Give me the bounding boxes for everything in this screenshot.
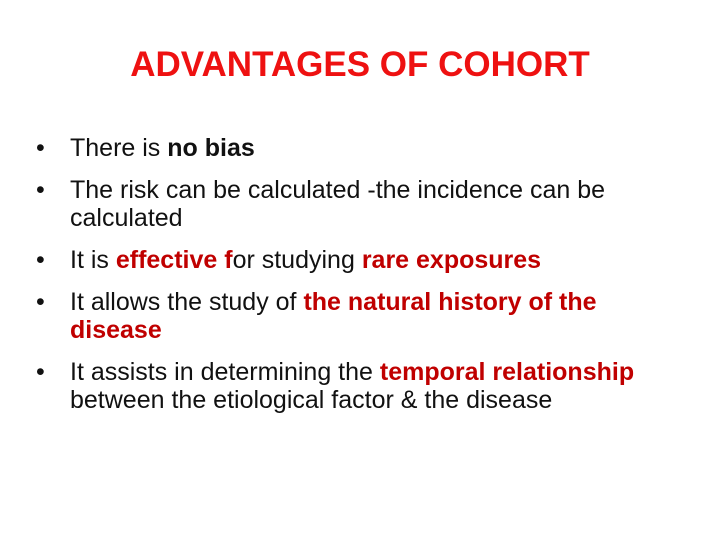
bullet-item-rare-exposures	[36, 246, 686, 274]
bullet-list	[36, 134, 686, 428]
bullet-item-no-bias	[36, 134, 686, 162]
emphasis-text: no bias	[167, 134, 255, 162]
bullet-text: There is	[70, 134, 168, 162]
emphasis-text: effective f	[115, 246, 233, 274]
emphasis-text: rare exposures	[361, 246, 542, 274]
bullet-text: It assists in determining the	[70, 358, 380, 386]
bullet-text: or studying	[232, 246, 362, 274]
bullet-item-natural-history	[36, 288, 686, 344]
bullet-dot-icon: •	[36, 134, 45, 162]
bullet-item-risk	[36, 176, 686, 232]
bullet-dot-icon: •	[36, 176, 45, 204]
slide-title: ADVANTAGES OF COHORT	[130, 45, 590, 84]
bullet-text: It allows the study of	[70, 288, 304, 316]
bullet-item-temporal-relationship	[36, 358, 686, 414]
emphasis-text: temporal relationship	[379, 358, 635, 386]
bullet-text: It is	[70, 246, 116, 274]
emphasis-text: the natural history of the disease	[70, 288, 597, 344]
bullet-text: between the etiological factor & the disease	[70, 386, 553, 414]
bullet-dot-icon: •	[36, 358, 45, 386]
bullet-dot-icon: •	[36, 246, 45, 274]
bullet-dot-icon: •	[36, 288, 45, 316]
bullet-text: The risk can be calculated -the incidence can be calculated	[70, 176, 606, 232]
